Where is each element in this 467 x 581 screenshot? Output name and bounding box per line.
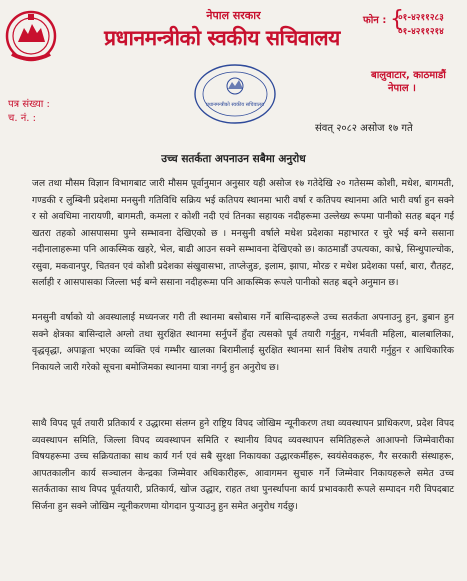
paragraph-3: साथै विपद पूर्व तयारी प्रतिकार्य र उद्धारमा संलग्न हुने राष्ट्रिय विपद जोखिम न्यूनीकरण तथा व्यवस्थापन प्राधिकरण, प्रदेश विपद व्यवस्थापन समिति, जिल्ला विपद व्यवस्थापन समिति र स्थानीय विपद व्यवस्थापन समितिहरूले आआफ्नो जिम्मेवारीका विषयहरूमा उच्च सक्रियताका साथ कार्य गर्न एवं सबै सुरक्षा निकायका उद्धारकर्मीहरू, स्वयंसेवकहरू, गैर सरकारी संस्थाहरू, आपतकालीन कार्य सञ्चालन केन्द्रका जिम्मेवार अधिकारीहरू, आवागमन सुचारु गर्ने जिम्मेवार निकायहरूले समेत उच्च सतर्कताका साथ विपद पूर्वतयारी, प्रतिकार्य, खोज उद्धार, राहत तथा पुनर्स्थापना कार्य प्रभावकारी रूपले सम्पादन गरी विपदबाट सिर्जना हुन सक्ने जोखिम न्यूनीकरणमा योगदान पुर्‍याउनु हुन समेत अनुरोध गर्दछु।	[32, 418, 454, 512]
letter-number-label: पत्र संख्या :	[8, 99, 50, 110]
phone-bracket: {	[390, 7, 404, 32]
address-line-1: बालुवाटार, काठमाडौं	[371, 70, 446, 81]
dispatch-number-label: च. नं. :	[8, 113, 36, 124]
office-stamp	[192, 62, 278, 126]
address-line-2: नेपाल ।	[388, 83, 416, 94]
paragraph-2: मनसुनी वर्षाको यो अवस्थालाई मध्यनजर गरी ती स्थानमा बसोबास गर्ने बासिन्दाहरूले उच्च सतर्कता अपनाउनु हुन, डुबान हुन सक्ने क्षेत्रका बासिन्दाले अग्लो तथा सुरक्षित स्थानमा सर्नुपर्ने हुँदा त्यसको पूर्व तयारी गर्नुहुन, गर्भवती महिला, बालबालिका, वृद्धवृद्धा, अपाङ्गता भएका व्यक्ति एवं गम्भीर खालका बिरामीलाई सुरक्षित स्थानमा सार्न विशेष तयारी गर्नुहुन र आधिकारिक निकायले जारी गरेको सूचना बमोजिमका स्थानमा यात्रा नगर्नु हुन अनुरोध छ।	[32, 312, 454, 373]
paragraph-1: जल तथा मौसम विज्ञान विभागबाट जारी मौसम पूर्वानुमान अनुसार यही असोज १७ गतेदेखि २० गतेसम्म कोशी, मधेश, बागमती, गण्डकी र लुम्बिनी प्रदेशमा मनसुनी गतिविधि सक्रिय भई कतिपय स्थानमा भारी वर्षा र कतिपय स्थानमा अति भारी वर्षा हुन सक्ने र सो अवधिमा नारायणी, बागमती, कमला र कोशी नदी एवं तिनका सहायक नदीहरूमा उल्लेख्य रूपमा पानीको सतह बढ्न गई खतरा तहको आसपासमा पुग्ने सम्भावना देखिएको छ । मनसुनी वर्षाले मधेश प्रदेशका महाभारत र चुरे भई बग्ने ससाना नदीनालाहरूमा पनि आकस्मिक खहरे, भेल, बाढी आउन सक्ने सम्भावना देखिएको छ। काठमाडौं उपत्यका, काभ्रे, सिन्धुपाल्चोक, रसुवा, मकवानपुर, चितवन एवं कोशी प्रदेशका संखुवासभा, ताप्लेजुङ, इलाम, झापा, मोरङ र मधेश प्रदेशका पर्सा, बारा, रौतहट, सर्लाही र आसपासका जिल्ला भई बग्ने ससाना नदीहरूमा पनि आकस्मिक रूपले पानीको सतह बढ्ने अनुमान छ।	[32, 178, 454, 288]
letter-date: संवत् २०८२ असोज १७ गते	[315, 123, 413, 134]
letter-subject: उच्च सतर्कता अपनाउन सबैमा अनुरोध	[161, 153, 306, 165]
office-title: प्रधानमन्त्रीको स्वकीय सचिवालय	[104, 26, 340, 50]
phone-number-1: ०१-४२११२८३	[398, 13, 444, 23]
stamp-text: प्रधानमन्त्रीको स्वकीय सचिवालय	[206, 102, 264, 108]
phone-label: फोन :	[363, 15, 387, 26]
government-name: नेपाल सरकार	[206, 9, 261, 22]
phone-number-2: ०१-४२११२१४	[398, 27, 444, 37]
